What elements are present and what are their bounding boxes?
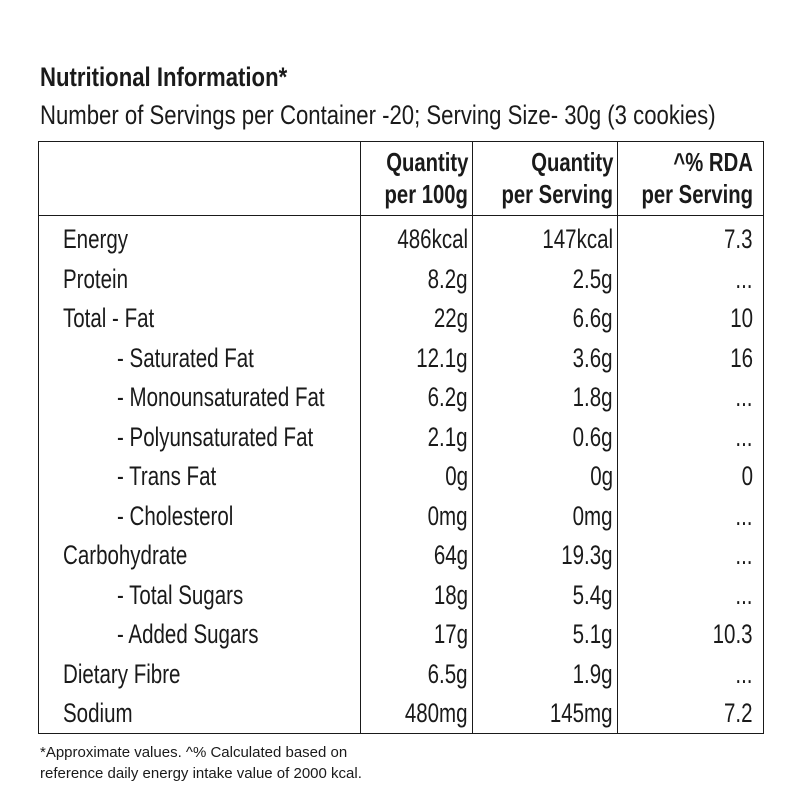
value-per-100g: 0g [445, 461, 468, 491]
nutrient-row [39, 655, 763, 695]
value-rda: ... [735, 263, 753, 294]
value-per-100g: 22g [433, 303, 468, 333]
value-per-100g: 12.1g [416, 342, 468, 373]
nutrient-label: Carbohydrate [63, 540, 188, 570]
value-per-serving: 0mg [573, 500, 613, 531]
value-per-100g: 6.5g [428, 658, 468, 689]
nutrient-row [39, 418, 763, 458]
value-rda: 0 [741, 461, 753, 491]
nutrient-label: - Saturated Fat [117, 342, 254, 373]
nutrient-row [39, 694, 763, 734]
nutrient-label: - Polyunsaturated Fat [117, 421, 314, 452]
nutrient-row [39, 339, 763, 379]
value-per-serving: 5.1g [573, 619, 613, 649]
value-per-serving: 2.5g [573, 263, 613, 294]
value-rda: ... [735, 500, 753, 531]
header-divider [39, 215, 763, 216]
value-per-100g: 0mg [428, 500, 468, 531]
nutrient-label: - Added Sugars [117, 619, 259, 649]
nutrient-label: Sodium [63, 698, 133, 728]
nutrient-label: Protein [63, 263, 129, 294]
value-rda: ... [735, 658, 753, 689]
nutrient-label: - Monounsaturated Fat [117, 382, 325, 412]
nutrient-row [39, 378, 763, 418]
header-rda: ^% RDA per Serving [641, 147, 753, 209]
value-per-100g: 480mg [405, 698, 468, 728]
value-per-serving: 0g [590, 461, 613, 491]
nutrient-row [39, 220, 763, 260]
nutrient-label: - Cholesterol [117, 500, 234, 531]
value-per-100g: 6.2g [428, 382, 468, 412]
value-per-serving: 0.6g [573, 421, 613, 452]
value-rda: ... [735, 382, 753, 412]
nutrient-row [39, 457, 763, 497]
value-per-100g: 17g [433, 619, 468, 649]
nutrient-label: Dietary Fibre [63, 658, 181, 689]
nutrient-row [39, 536, 763, 576]
nutrient-row [39, 260, 763, 300]
nutrient-label: Energy [63, 224, 129, 254]
value-per-serving: 3.6g [573, 342, 613, 373]
value-rda: 10 [730, 303, 753, 333]
value-rda: 10.3 [713, 619, 753, 649]
nutrient-row [39, 576, 763, 616]
nutrient-row [39, 497, 763, 537]
value-rda: ... [735, 579, 753, 610]
value-per-serving: 1.9g [573, 658, 613, 689]
nutrient-label: - Total Sugars [117, 579, 244, 610]
value-rda: 7.3 [724, 224, 753, 254]
value-per-100g: 486kcal [397, 224, 468, 254]
header-per-serving: Quantity per Serving [501, 147, 613, 209]
nutrient-label: - Trans Fat [117, 461, 217, 491]
footnote: *Approximate values. ^% Calculated based on reference daily energy intake value of 2000 kcal. [40, 744, 362, 782]
value-per-serving: 145mg [550, 698, 613, 728]
page-title: Nutritional Information* [40, 62, 288, 92]
value-per-serving: 147kcal [542, 224, 613, 254]
value-per-100g: 64g [433, 540, 468, 570]
servings-info: Number of Servings per Container -20; Serving Size- 30g (3 cookies) [40, 100, 716, 130]
value-rda: ... [735, 421, 753, 452]
nutrient-row [39, 615, 763, 655]
value-rda: 16 [730, 342, 753, 373]
value-per-serving: 5.4g [573, 579, 613, 610]
value-rda: 7.2 [724, 698, 753, 728]
value-rda: ... [735, 540, 753, 570]
value-per-serving: 6.6g [573, 303, 613, 333]
value-per-100g: 2.1g [428, 421, 468, 452]
value-per-100g: 8.2g [428, 263, 468, 294]
value-per-100g: 18g [433, 579, 468, 610]
nutrition-table [38, 141, 764, 734]
value-per-serving: 1.8g [573, 382, 613, 412]
header-per-100g: Quantity per 100g [384, 147, 468, 209]
value-per-serving: 19.3g [561, 540, 613, 570]
nutrient-label: Total - Fat [63, 303, 155, 333]
nutrient-row [39, 299, 763, 339]
